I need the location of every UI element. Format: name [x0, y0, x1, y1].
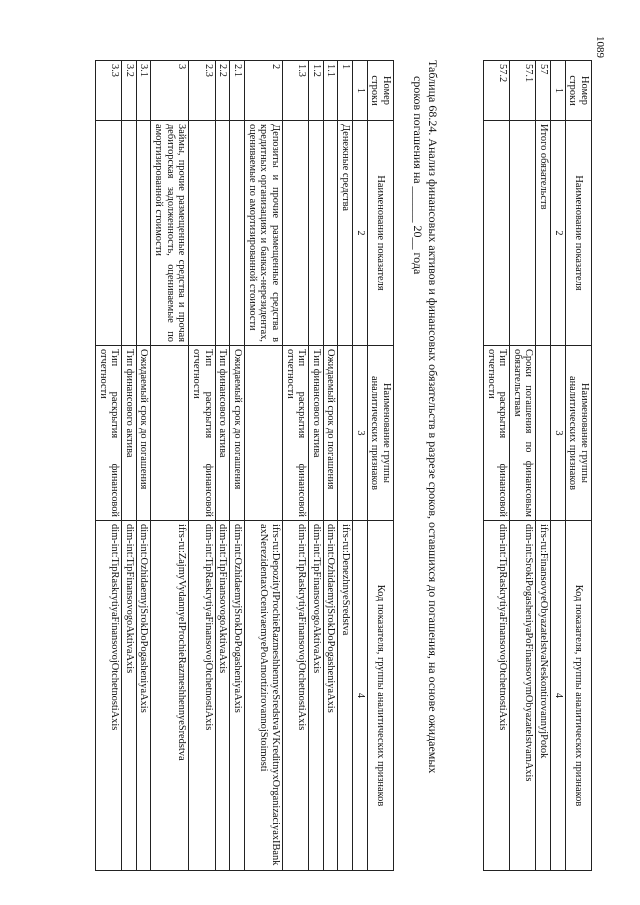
col-number: 3: [551, 346, 566, 521]
group-name: Ожидаемый срок до погашения: [323, 346, 338, 521]
header-group-name: Наименование группы аналитических признаков: [367, 346, 393, 521]
row-number: 1.1: [323, 61, 338, 121]
indicator-name: [323, 121, 338, 346]
row-number: 1: [338, 61, 353, 121]
indicator-name: [136, 121, 151, 346]
indicator-code: dim-int:OzhidaemyjSrokDoPogasheniyaAxis: [136, 521, 151, 871]
indicator-name: [215, 121, 230, 346]
row-number: 2: [244, 61, 282, 121]
indicator-code: dim-int:TipFinansovogoAktivaAxis: [309, 521, 324, 871]
indicator-code: dim-int:TipRaskrytiyaFinansovojOtchetnostiAxis: [282, 521, 308, 871]
table-liabilities-total: [483, 60, 592, 871]
col-number: 3: [353, 346, 368, 521]
indicator-name: [95, 121, 121, 346]
table-row: [536, 61, 551, 871]
row-number: 1.3: [282, 61, 308, 121]
row-number: 3.3: [95, 61, 121, 121]
page-number: 1089: [594, 36, 606, 58]
indicator-code: dim-int:TipFinansovogoAktivaAxis: [122, 521, 137, 871]
header-indicator-name: Наименование показателя: [367, 121, 393, 346]
table-row: [122, 61, 137, 871]
table-row: [510, 61, 536, 871]
col-number: 4: [353, 521, 368, 871]
indicator-code: dim-int:SrokiPogasheniyaPoFinansovymObyazatelstvamAxis: [510, 521, 536, 871]
indicator-name: [189, 121, 215, 346]
table-row: [136, 61, 151, 871]
caption-line-2: сроков погашения на ______ 20__ года: [411, 76, 425, 275]
indicator-name: Займы, прочие размещенные средства и прочая дебиторская задолженность, оцениваемые по амортизированной стоимости: [151, 121, 189, 346]
rotated-page-content: [72, 60, 592, 870]
indicator-name: [230, 121, 245, 346]
table-row: [483, 61, 509, 871]
group-name: [244, 346, 282, 521]
group-name: [151, 346, 189, 521]
table-row: [215, 61, 230, 871]
indicator-name: [309, 121, 324, 346]
indicator-code: dim-int:TipRaskrytiyaFinansovojOtchetnostiAxis: [189, 521, 215, 871]
header-code: Код показателя, группы аналитических признаков: [565, 521, 591, 871]
indicator-code: dim-int:TipFinansovogoAktivaAxis: [215, 521, 230, 871]
table-header-row: [367, 61, 393, 871]
group-name: Тип раскрытия финансовой отчетности: [282, 346, 308, 521]
indicator-name: [122, 121, 137, 346]
group-name: Тип финансового актива: [122, 346, 137, 521]
indicator-code: ifrs-ru:DepozityIProchieRazmeshhennyeSredstvaVKreditnyxOrganizaciyaxIBankaxNerezidentaxOcenivaemyePoAmortizirovannojStoimosti: [244, 521, 282, 871]
indicator-code: dim-int:OzhidaemyjSrokDoPogasheniyaAxis: [230, 521, 245, 871]
group-name: Ожидаемый срок до погашения: [136, 346, 151, 521]
header-indicator-name: Наименование показателя: [565, 121, 591, 346]
table-row: [230, 61, 245, 871]
column-number-row: [353, 61, 368, 871]
indicator-name: [510, 121, 536, 346]
group-name: [338, 346, 353, 521]
row-number: 1.2: [309, 61, 324, 121]
row-number: 3.2: [122, 61, 137, 121]
group-name: Тип раскрытия финансовой отчетности: [95, 346, 121, 521]
col-number: 1: [353, 61, 368, 121]
header-code: Код показателя, группы аналитических признаков: [367, 521, 393, 871]
row-number: 57.1: [510, 61, 536, 121]
group-name: [536, 346, 551, 521]
indicator-code: ifrs-ru:ZajmyVydannyeIProchieRazmeshhennyeSredstva: [151, 521, 189, 871]
group-name: Тип раскрытия финансовой отчетности: [189, 346, 215, 521]
indicator-name: Депозиты и прочие размещенные средства в кредитных организациях и банках-нерезидентах, оцениваемые по амортизированной стоимости: [244, 121, 282, 346]
table-row: [95, 61, 121, 871]
indicator-code: dim-int:OzhidaemyjSrokDoPogasheniyaAxis: [323, 521, 338, 871]
column-number-row: [551, 61, 566, 871]
table-caption: [410, 60, 440, 870]
caption-line-1: Таблица 68.24. Анализ финансовых активов и финансовых обязательств в разрезе сроков, оставшихся до погашения, на основе ожидаемых: [426, 60, 440, 774]
group-name: Сроки погашения по финансовым обязательствам: [510, 346, 536, 521]
table-row: [151, 61, 189, 871]
table-row: [244, 61, 282, 871]
row-number: 57: [536, 61, 551, 121]
indicator-name: Итого обязательств: [536, 121, 551, 346]
col-number: 4: [551, 521, 566, 871]
table-row: [338, 61, 353, 871]
table-row: [309, 61, 324, 871]
group-name: Тип финансового актива: [309, 346, 324, 521]
row-number: 2.2: [215, 61, 230, 121]
indicator-name: [282, 121, 308, 346]
group-name: Тип раскрытия финансовой отчетности: [483, 346, 509, 521]
table-header-row: [565, 61, 591, 871]
table-row: [323, 61, 338, 871]
col-number: 2: [353, 121, 368, 346]
indicator-code: dim-int:TipRaskrytiyaFinansovojOtchetnostiAxis: [95, 521, 121, 871]
col-number: 2: [551, 121, 566, 346]
indicator-code: ifrs-ru:DenezhnyeSredstva: [338, 521, 353, 871]
row-number: 2.1: [230, 61, 245, 121]
table-68-24: [95, 60, 394, 871]
group-name: Ожидаемый срок до погашения: [230, 346, 245, 521]
indicator-code: dim-int:TipRaskrytiyaFinansovojOtchetnostiAxis: [483, 521, 509, 871]
indicator-code: ifrs-ru:FinansovyeObyazatelstvaNeskontirovannyjPotok: [536, 521, 551, 871]
header-row-number: Номер строки: [565, 61, 591, 121]
header-row-number: Номер строки: [367, 61, 393, 121]
row-number: 57.2: [483, 61, 509, 121]
header-group-name: Наименование группы аналитических признаков: [565, 346, 591, 521]
table-row: [282, 61, 308, 871]
group-name: Тип финансового актива: [215, 346, 230, 521]
indicator-name: [483, 121, 509, 346]
table-row: [189, 61, 215, 871]
indicator-name: Денежные средства: [338, 121, 353, 346]
row-number: 3.1: [136, 61, 151, 121]
row-number: 2.3: [189, 61, 215, 121]
row-number: 3: [151, 61, 189, 121]
col-number: 1: [551, 61, 566, 121]
